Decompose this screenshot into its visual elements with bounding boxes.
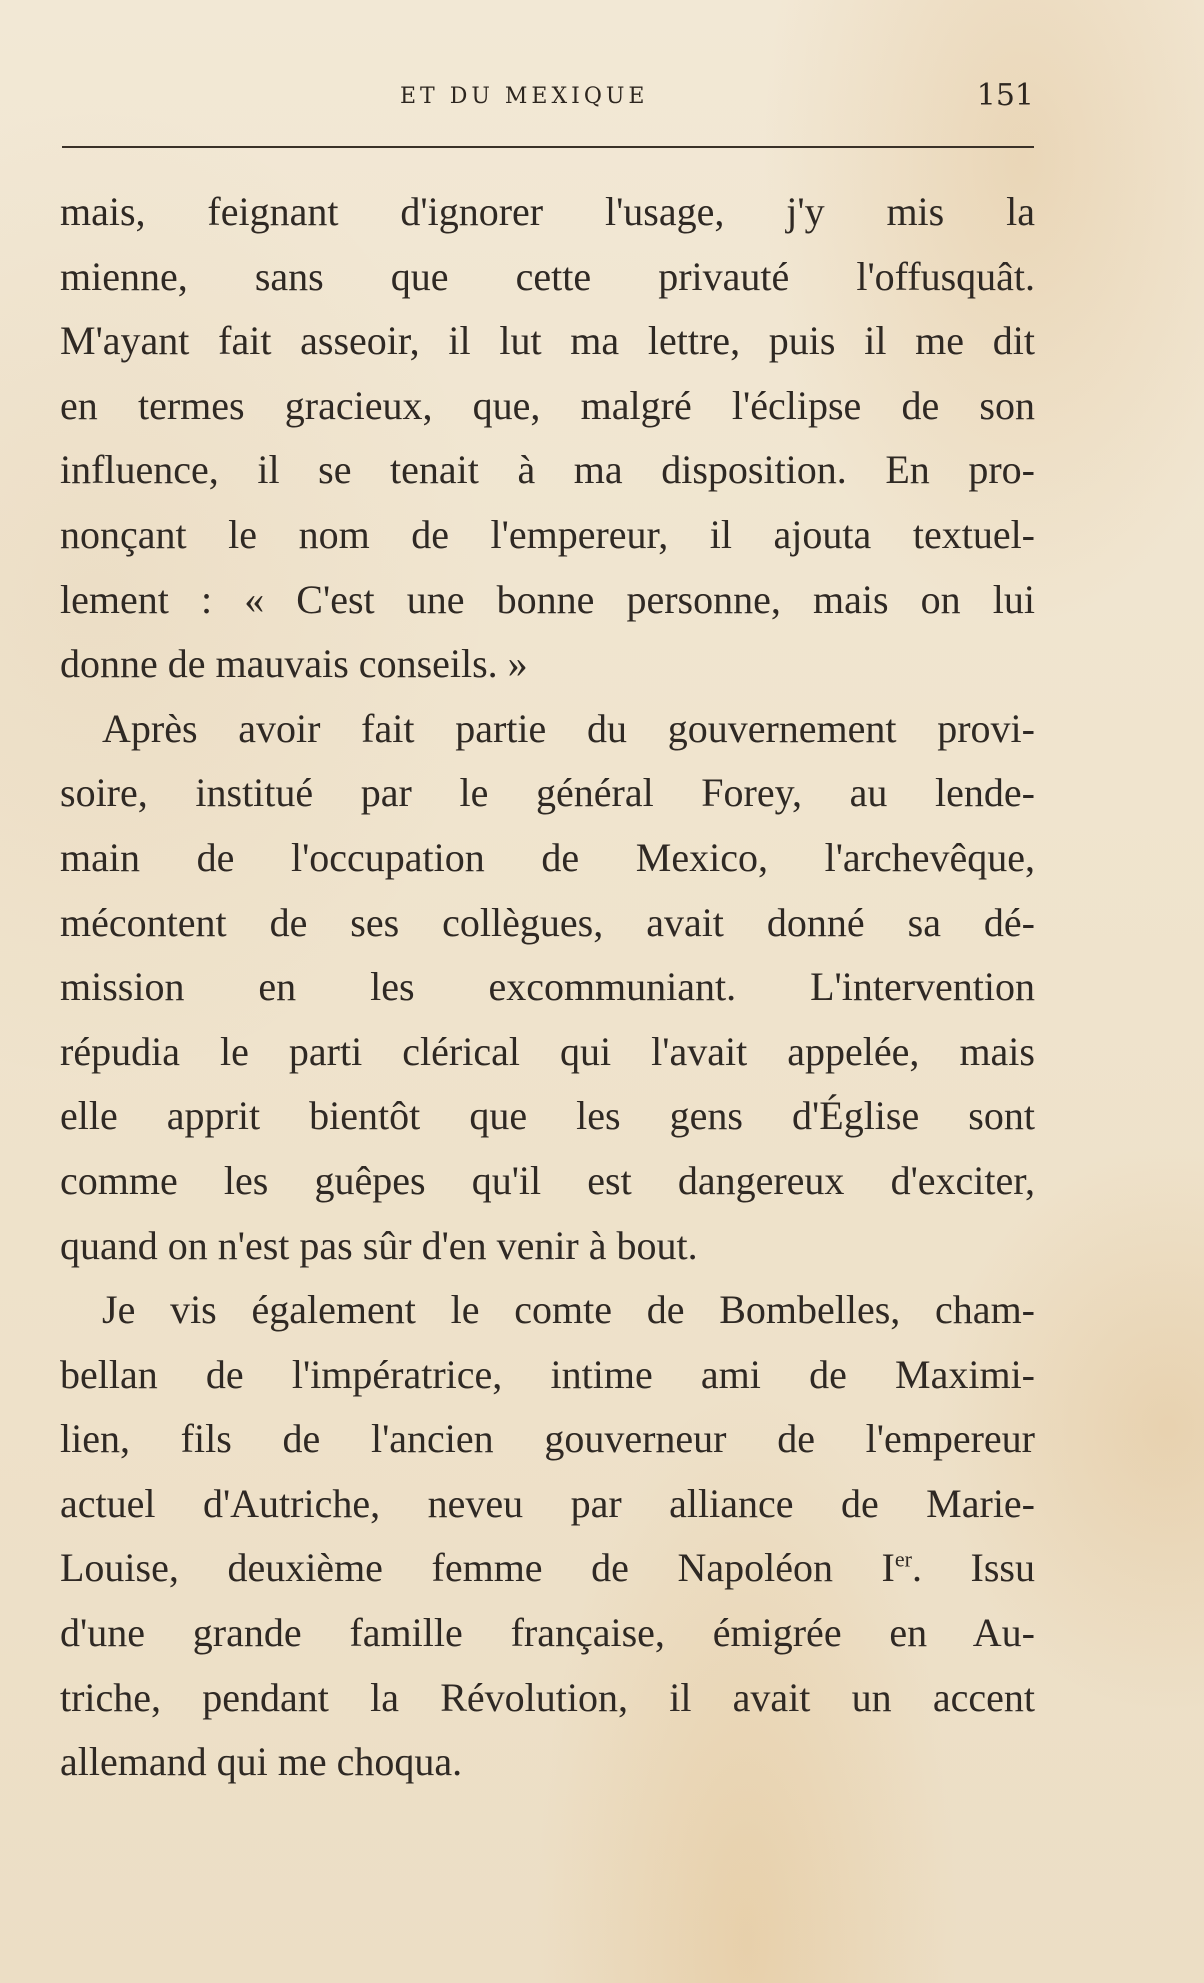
text-line: actuel d'Autriche, neveu par alliance de Marie- bbox=[60, 1480, 1035, 1526]
running-head: ET DU MEXIQUE bbox=[400, 84, 649, 109]
text-line: d'une grande famille française, émigrée en Au- bbox=[60, 1610, 1035, 1656]
text-fragment: . Issu bbox=[911, 1545, 1035, 1591]
text-line: mais, feignant d'ignorer l'usage, j'y mis la bbox=[60, 189, 1035, 234]
paragraph bbox=[60, 697, 1035, 1278]
text-line: lien, fils de l'ancien gouverneur de l'empereur bbox=[60, 1416, 1035, 1462]
text-line: mission en les excommuniant. L'intervention bbox=[60, 964, 1035, 1010]
text-line: triche, pendant la Révolution, il avait un accent bbox=[60, 1674, 1035, 1720]
text-line: comme les guêpes qu'il est dangereux d'exciter, bbox=[60, 1157, 1035, 1203]
text-line: quand on n'est pas sûr d'en venir à bout. bbox=[60, 1222, 698, 1268]
text-line: donne de mauvais conseils. » bbox=[60, 641, 528, 687]
text-line: en termes gracieux, que, malgré l'éclipse de son bbox=[60, 382, 1035, 428]
text-line: Après avoir fait partie du gouvernement provi- bbox=[102, 705, 1035, 751]
header-rule bbox=[62, 146, 1034, 148]
text-line: bellan de l'impératrice, intime ami de Maximi- bbox=[60, 1351, 1035, 1397]
page-number: 151 bbox=[976, 78, 1034, 113]
text-line: main de l'occupation de Mexico, l'archevêque, bbox=[60, 834, 1035, 880]
text-line: influence, il se tenait à ma disposition. En pro- bbox=[60, 447, 1035, 493]
text-line: allemand qui me choqua. bbox=[60, 1739, 463, 1785]
text-line: lement : « C'est une bonne personne, mais on lui bbox=[60, 576, 1035, 622]
text-line: soire, institué par le général Forey, au lende- bbox=[60, 770, 1035, 816]
text-line: M'ayant fait asseoir, il lut ma lettre, puis il me dit bbox=[60, 318, 1035, 364]
paragraph bbox=[60, 1278, 1035, 1795]
text-line: nonçant le nom de l'empereur, il ajouta textuel- bbox=[60, 511, 1035, 557]
superscript: er bbox=[894, 1547, 912, 1573]
paragraph bbox=[60, 180, 1035, 697]
text-line: répudia le parti clérical qui l'avait appelée, mais bbox=[60, 1028, 1035, 1074]
body-text bbox=[60, 180, 1035, 1795]
text-line: mécontent de ses collègues, avait donné sa dé- bbox=[60, 899, 1035, 945]
text-fragment: Louise, deuxième femme de Napoléon I bbox=[60, 1545, 895, 1591]
page-header bbox=[60, 78, 1034, 122]
text-line: elle apprit bientôt que les gens d'Église sont bbox=[60, 1093, 1035, 1139]
text-line: Je vis également le comte de Bombelles, cham- bbox=[102, 1287, 1035, 1333]
text-line: mienne, sans que cette privauté l'offusquât. bbox=[60, 253, 1035, 299]
text-line bbox=[60, 1536, 1035, 1601]
